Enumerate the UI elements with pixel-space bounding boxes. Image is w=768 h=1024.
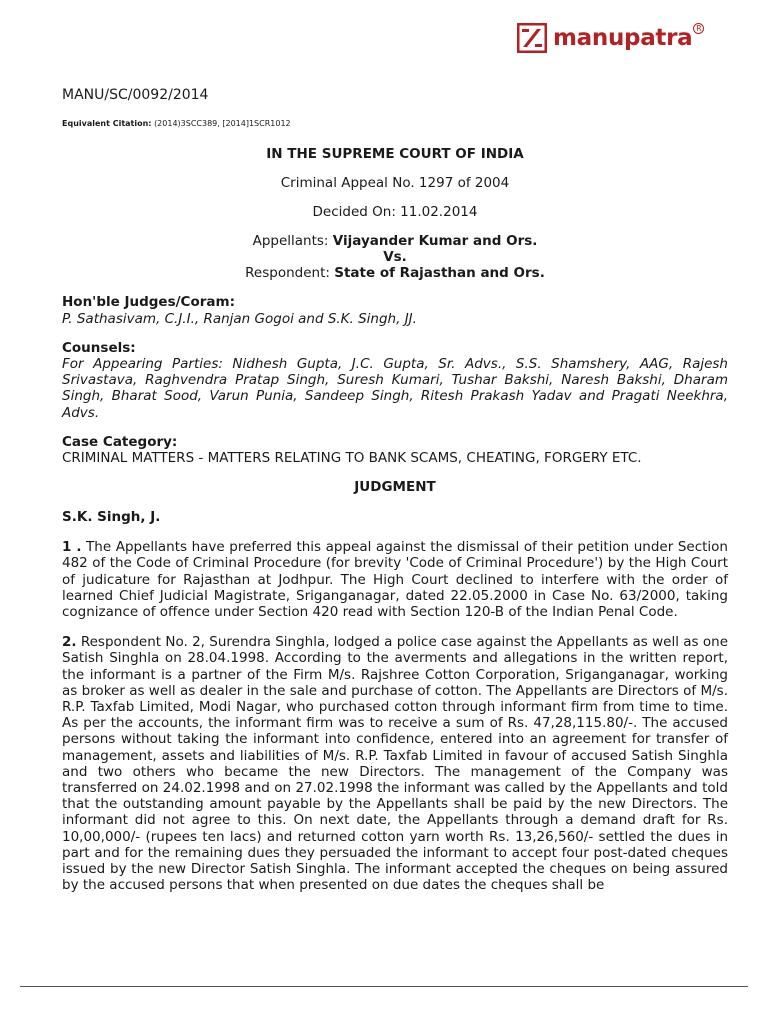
registered-mark: R: [693, 23, 704, 34]
document-id: MANU/SC/0092/2014: [62, 87, 209, 103]
judgment-heading: JUDGMENT: [354, 479, 436, 496]
paragraph-2-text: Respondent No. 2, Surendra Singhla, lodged a police case against the Appellants as well as one Satish Singhla on 28.04.1998. According to the averments and allegations in the written report, the informant is a partner of the Firm M/s. Rajshree Cotton Corporation, Sriganganagar, working as broker as well as dealer in the sale and purchase of cotton. The Appellants are Directors of M/s. R.P. Taxfab Limited, Modi Nagar, who purchased cotton through informant firm from time to time. As per the accounts, the informant firm was to receive a sum of Rs. 47,28,115.80/-. The accused persons without taking the informant into confidence, entered into an agreement for transfer of management, assets and liabilities of M/s. R.P. Taxfab Limited in favour of accused Satish Singhla and two others who became the new Directors. The management of the Company was transferred on 24.02.1998 and on 27.02.1998 the informant was called by the Appellants and told that the outstanding amount payable by the Appellants shall be paid by the new Directors. The informant did not agree to this. On next date, the Appellants through a demand draft for Rs. 10,00,000/- (rupees ten lacs) and returned cotton yarn worth Rs. 13,26,560/- settled the dues in part and for the remaining dues they persuaded the informant to accept four post-dated cheques issued by the new Director Satish Singhla. The informant accepted the cheques on being assured by the accused persons that when presented on due dates the cheques shall be: [62, 634, 729, 894]
appellants-label: Appellants:: [252, 232, 329, 249]
paragraph-1-number: 1 .: [62, 539, 82, 556]
equivalent-citation: [62, 119, 728, 129]
appellants-value: Vijayander Kumar and Ors.: [332, 232, 538, 249]
equivalent-citation-value: (2014)3SCC389, [2014]1SCR1012: [154, 119, 291, 129]
paragraph-1: [62, 539, 728, 620]
respondent-value: State of Rajasthan and Ors.: [334, 265, 545, 282]
court-name: IN THE SUPREME COURT OF INDIA: [266, 146, 524, 163]
case-category-value: CRIMINAL MATTERS - MATTERS RELATING TO BANK SCAMS, CHEATING, FORGERY ETC.: [62, 450, 642, 467]
equivalent-citation-label: Equivalent Citation:: [62, 119, 152, 129]
decided-date: Decided On: 11.02.2014: [312, 203, 478, 220]
judges-names: P. Sathasivam, C.J.I., Ranjan Gogoi and S.K. Singh, JJ.: [62, 310, 417, 327]
parties-block: [62, 233, 728, 282]
appellants-line: [62, 233, 728, 249]
manupatra-logo-icon: [517, 23, 547, 53]
respondent-label: Respondent:: [245, 265, 330, 282]
judgment-author: S.K. Singh, J.: [62, 508, 161, 525]
paragraph-2-number: 2.: [62, 634, 77, 651]
paragraph-2: [62, 634, 728, 893]
brand-name: manupatra: [553, 24, 693, 51]
versus-line: [62, 249, 728, 265]
counsels-heading: Counsels:: [62, 339, 136, 356]
appeal-number: Criminal Appeal No. 1297 of 2004: [280, 175, 510, 192]
counsels-names: For Appearing Parties: Nidhesh Gupta, J.C. Gupta, Sr. Advs., S.S. Shamshery, AAG, Rajesh Srivastava, Raghvendra Pratap Singh, Suresh Kumari, Tushar Bakshi, Naresh Bakshi, Dharam Singh, Bharat Sood, Varun Punia, Sandeep Singh, Ritesh Prakash Yadav and Pragati Neekhra, Advs.: [62, 356, 728, 421]
respondent-line: [62, 265, 728, 281]
footer-divider: [20, 986, 748, 987]
manupatra-logo: [517, 20, 704, 56]
document-body: [62, 87, 728, 893]
case-category-heading: Case Category:: [62, 433, 178, 450]
paragraph-1-text: The Appellants have preferred this appeal against the dismissal of their petition under Section 482 of the Code of Criminal Procedure (for brevity 'Code of Criminal Procedure') by the High Court of judicature for Rajasthan at Jodhpur. The High Court declined to interfere with the order of learned Chief Judicial Magistrate, Sriganganagar, dated 22.05.2000 in Case No. 63/2000, taking cognizance of offence under Section 420 read with Section 120-B of the Indian Penal Code.: [62, 539, 728, 620]
judges-heading: Hon'ble Judges/Coram:: [62, 294, 235, 311]
versus: Vs.: [383, 249, 407, 266]
